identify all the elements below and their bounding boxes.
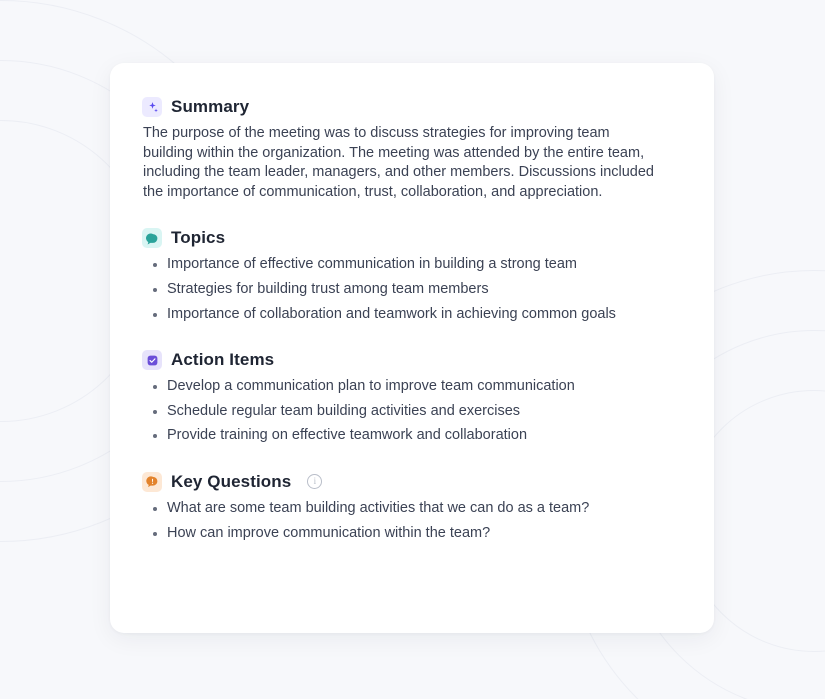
checkbox-icon bbox=[142, 350, 162, 370]
section-topics-header bbox=[142, 228, 682, 248]
action-items-list bbox=[142, 377, 682, 446]
section-key-questions-header bbox=[142, 472, 682, 492]
section-summary-header bbox=[142, 97, 682, 117]
list-item: Provide training on effective teamwork and collaboration bbox=[142, 426, 682, 446]
sparkle-icon bbox=[142, 97, 162, 117]
section-summary-title: Summary bbox=[171, 97, 250, 116]
list-item: Develop a communication plan to improve team communication bbox=[142, 377, 682, 397]
section-summary bbox=[142, 97, 682, 202]
list-item: How can improve communication within the team? bbox=[142, 524, 682, 544]
list-item: Strategies for building trust among team members bbox=[142, 280, 682, 300]
section-action-items bbox=[142, 350, 682, 446]
list-item: What are some team building activities that we can do as a team? bbox=[142, 499, 682, 519]
key-questions-list bbox=[142, 499, 682, 543]
meeting-notes-card bbox=[110, 63, 714, 633]
list-item: Importance of effective communication in building a strong team bbox=[142, 255, 682, 275]
section-key-questions bbox=[142, 472, 682, 543]
topics-list bbox=[142, 255, 682, 324]
summary-paragraph: The purpose of the meeting was to discuss strategies for improving team building within the organization. The meeting was attended by the entire team, including the team leader, managers, and other members. Discussions included the importance of communication, trust, collaboration, and appreciation. bbox=[143, 125, 654, 200]
info-icon[interactable]: i bbox=[307, 474, 322, 489]
list-item: Schedule regular team building activities and exercises bbox=[142, 402, 682, 422]
section-action-items-header bbox=[142, 350, 682, 370]
section-key-questions-title: Key Questions bbox=[171, 471, 292, 491]
chat-bubble-icon bbox=[142, 228, 162, 248]
section-action-items-title: Action Items bbox=[171, 350, 275, 370]
section-topics-title: Topics bbox=[171, 228, 226, 248]
section-topics bbox=[142, 228, 682, 324]
question-bubble-icon bbox=[142, 472, 162, 492]
list-item: Importance of collaboration and teamwork in achieving common goals bbox=[142, 305, 682, 325]
